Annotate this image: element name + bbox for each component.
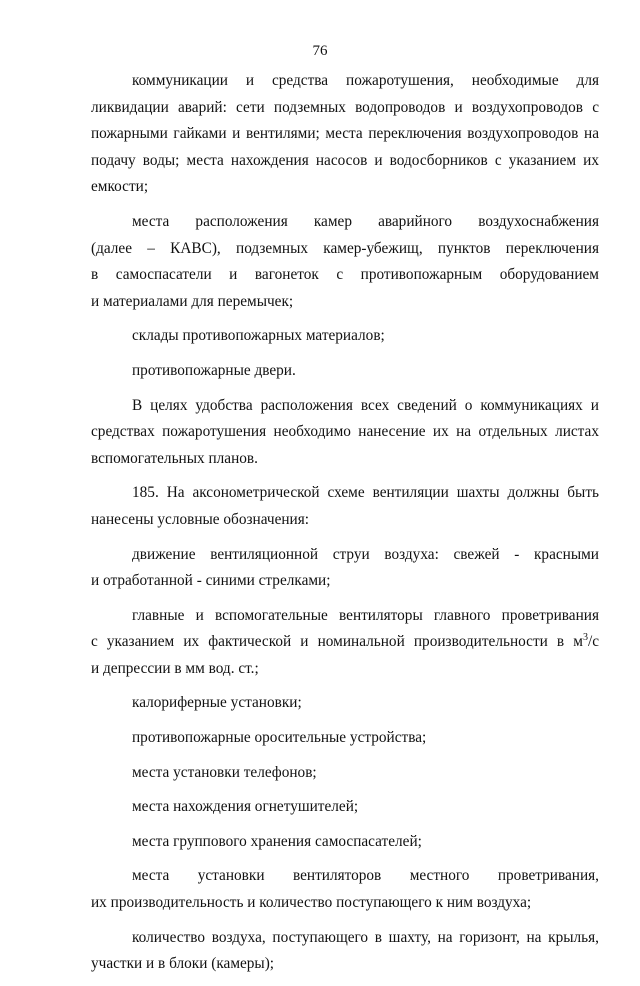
- paragraph: калориферные установки;: [132, 694, 302, 712]
- paragraph: места установки телефонов;: [132, 763, 317, 781]
- paragraph: [91, 863, 599, 916]
- text-line: ликвидации аварий: сети подземных водопроводов и воздухопроводов с пожарными гайками и вентилями; места переключения воздухопроводов на подачу воды; места нахождения насосов и водосборников с указанием их емкости;: [91, 98, 599, 196]
- paragraph: 185. На аксонометрической схеме вентиляции шахты должны быть нанесены условные обозначения:: [91, 484, 599, 528]
- text-line: их производительность и количество поступающего к ним воздуха;: [91, 894, 532, 912]
- text-line: движение вентиляционной струи воздуха: свежей - красными: [132, 545, 599, 563]
- paragraph: [91, 603, 599, 683]
- text-line: главные и вспомогательные вентиляторы главного проветривания: [132, 606, 599, 624]
- paragraph: противопожарные оросительные устройства;: [132, 729, 427, 747]
- unit-tail: /с: [587, 633, 599, 651]
- text-line: коммуникации и средства пожаротушения, необходимые для: [132, 72, 599, 89]
- superscript: 3: [582, 632, 588, 644]
- text-line: места установки вентиляторов местного проветривания,: [132, 867, 599, 885]
- text-line: места расположения камер аварийного воздухоснабжения: [132, 212, 599, 230]
- paragraph: склады противопожарных материалов;: [132, 327, 385, 345]
- text-line: и материалами для перемычек;: [91, 292, 294, 310]
- document-body: [91, 68, 599, 986]
- paragraph: [91, 542, 599, 595]
- text-line: [91, 629, 599, 656]
- paragraph: [91, 209, 599, 315]
- text-line: в самоспасатели и вагонеток с противопожарным оборудованием: [91, 266, 599, 284]
- text-line-body: с указанием их фактической и номинальной производительности в м: [91, 633, 583, 651]
- paragraph: противопожарные двери.: [132, 361, 296, 379]
- paragraph: В целях удобства расположения всех сведений о коммуникациях и средствах пожаротушения необходимо нанесение их на отдельных листах вспомогательных планов.: [91, 396, 599, 467]
- text-line: и депрессии в мм вод. ст.;: [91, 659, 259, 677]
- text-line: (далее – КАВС), подземных камер-убежищ, пунктов переключения: [91, 239, 599, 257]
- page-number: 76: [312, 43, 328, 59]
- paragraph: места нахождения огнетушителей;: [132, 798, 359, 816]
- text-line: и отработанной - синими стрелками;: [91, 572, 331, 590]
- paragraph: [91, 68, 599, 201]
- paragraph: места группового хранения самоспасателей;: [132, 832, 422, 850]
- paragraph: количество воздуха, поступающего в шахту, на горизонт, на крылья, участки и в блоки (камеры);: [91, 928, 599, 973]
